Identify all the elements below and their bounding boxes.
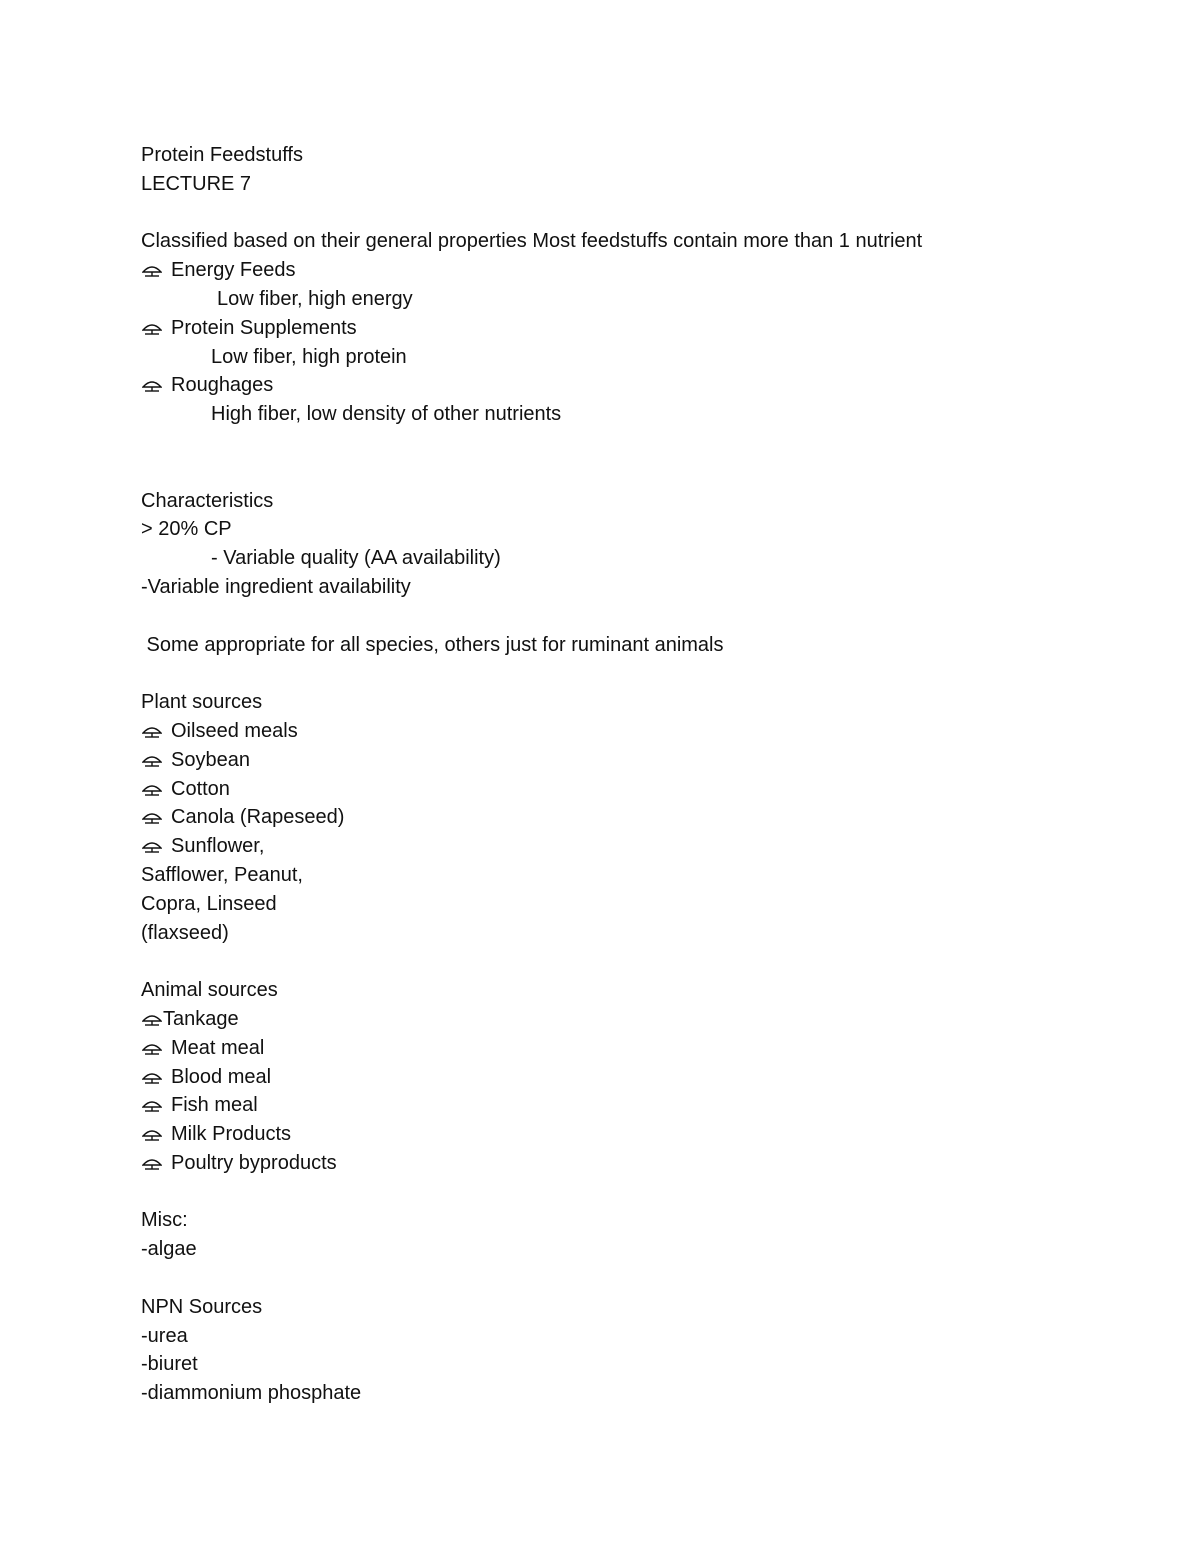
plant-source-label: Soybean bbox=[171, 748, 250, 771]
umbrella-bullet-icon bbox=[141, 371, 171, 400]
list-item bbox=[141, 775, 1101, 804]
document-title: Protein Feedstuffs bbox=[141, 144, 303, 166]
section-heading: Plant sources bbox=[141, 691, 263, 714]
classification-detail: Low fiber, high protein bbox=[211, 345, 407, 368]
plant-source-continuation: Copra, Linseed bbox=[141, 892, 277, 915]
npn-item: -biuret bbox=[141, 1353, 198, 1376]
list-item bbox=[141, 1120, 1101, 1149]
plant-source-continuation: (flaxseed) bbox=[141, 921, 229, 944]
spacer bbox=[141, 429, 1101, 458]
classification-label: Energy Feeds bbox=[171, 259, 296, 282]
characteristic-line: > 20% CP bbox=[141, 518, 232, 541]
umbrella-bullet-icon bbox=[141, 746, 171, 775]
characteristic-line: -Variable ingredient availability bbox=[141, 575, 411, 598]
misc-item: -algae bbox=[141, 1238, 197, 1261]
animal-source-label: Poultry byproducts bbox=[171, 1151, 337, 1174]
animal-source-label: Tankage bbox=[163, 1007, 239, 1030]
animal-source-label: Blood meal bbox=[171, 1065, 272, 1088]
section-heading: Animal sources bbox=[141, 979, 278, 1002]
list-item bbox=[141, 746, 1101, 775]
animal-source-label: Milk Products bbox=[171, 1123, 292, 1146]
umbrella-bullet-icon bbox=[141, 256, 171, 285]
document-content bbox=[141, 141, 1101, 1408]
spacer bbox=[141, 659, 1101, 688]
umbrella-bullet-icon bbox=[141, 1005, 163, 1034]
list-item bbox=[141, 256, 1101, 285]
lecture-number: LECTURE 7 bbox=[141, 172, 252, 195]
npn-item: -urea bbox=[141, 1324, 188, 1347]
animal-source-label: Fish meal bbox=[171, 1094, 258, 1117]
plant-source-label: Oilseed meals bbox=[171, 719, 298, 742]
list-item bbox=[141, 1005, 1101, 1034]
umbrella-bullet-icon bbox=[141, 832, 171, 861]
umbrella-bullet-icon bbox=[141, 803, 171, 832]
spacer bbox=[141, 947, 1101, 976]
umbrella-bullet-icon bbox=[141, 1063, 171, 1092]
umbrella-bullet-icon bbox=[141, 314, 171, 343]
characteristic-line: - Variable quality (AA availability) bbox=[211, 547, 501, 570]
classification-label: Protein Supplements bbox=[171, 316, 357, 339]
umbrella-bullet-icon bbox=[141, 1120, 171, 1149]
plant-source-label: Cotton bbox=[171, 777, 230, 800]
list-item bbox=[141, 1063, 1101, 1092]
umbrella-bullet-icon bbox=[141, 775, 171, 804]
umbrella-bullet-icon bbox=[141, 1149, 171, 1178]
umbrella-bullet-icon bbox=[141, 717, 171, 746]
section-heading: NPN Sources bbox=[141, 1295, 263, 1318]
classification-label: Roughages bbox=[171, 374, 274, 397]
plant-source-label: Sunflower, bbox=[171, 835, 265, 858]
list-item bbox=[141, 1034, 1101, 1063]
list-item bbox=[141, 832, 1101, 861]
classification-detail: Low fiber, high energy bbox=[217, 287, 413, 310]
spacer bbox=[141, 199, 1101, 228]
list-item bbox=[141, 1091, 1101, 1120]
list-item bbox=[141, 371, 1101, 400]
animal-source-label: Meat meal bbox=[171, 1036, 265, 1059]
classification-intro: Classified based on their general properties Most feedstuffs contain more than 1 nutrient bbox=[141, 230, 923, 253]
spacer bbox=[141, 458, 1101, 487]
list-item bbox=[141, 314, 1101, 343]
spacer bbox=[141, 602, 1101, 631]
section-heading: Misc: bbox=[141, 1209, 188, 1232]
plant-source-continuation: Safflower, Peanut, bbox=[141, 863, 303, 886]
plant-source-label: Canola (Rapeseed) bbox=[171, 806, 345, 829]
characteristic-note: Some appropriate for all species, others just for ruminant animals bbox=[141, 633, 724, 656]
list-item bbox=[141, 803, 1101, 832]
list-item bbox=[141, 1149, 1101, 1178]
section-heading: Characteristics bbox=[141, 489, 274, 512]
umbrella-bullet-icon bbox=[141, 1091, 171, 1120]
npn-item: -diammonium phosphate bbox=[141, 1382, 362, 1405]
classification-detail: High fiber, low density of other nutrients bbox=[211, 403, 562, 426]
spacer bbox=[141, 1178, 1101, 1207]
list-item bbox=[141, 717, 1101, 746]
spacer bbox=[141, 1264, 1101, 1293]
umbrella-bullet-icon bbox=[141, 1034, 171, 1063]
